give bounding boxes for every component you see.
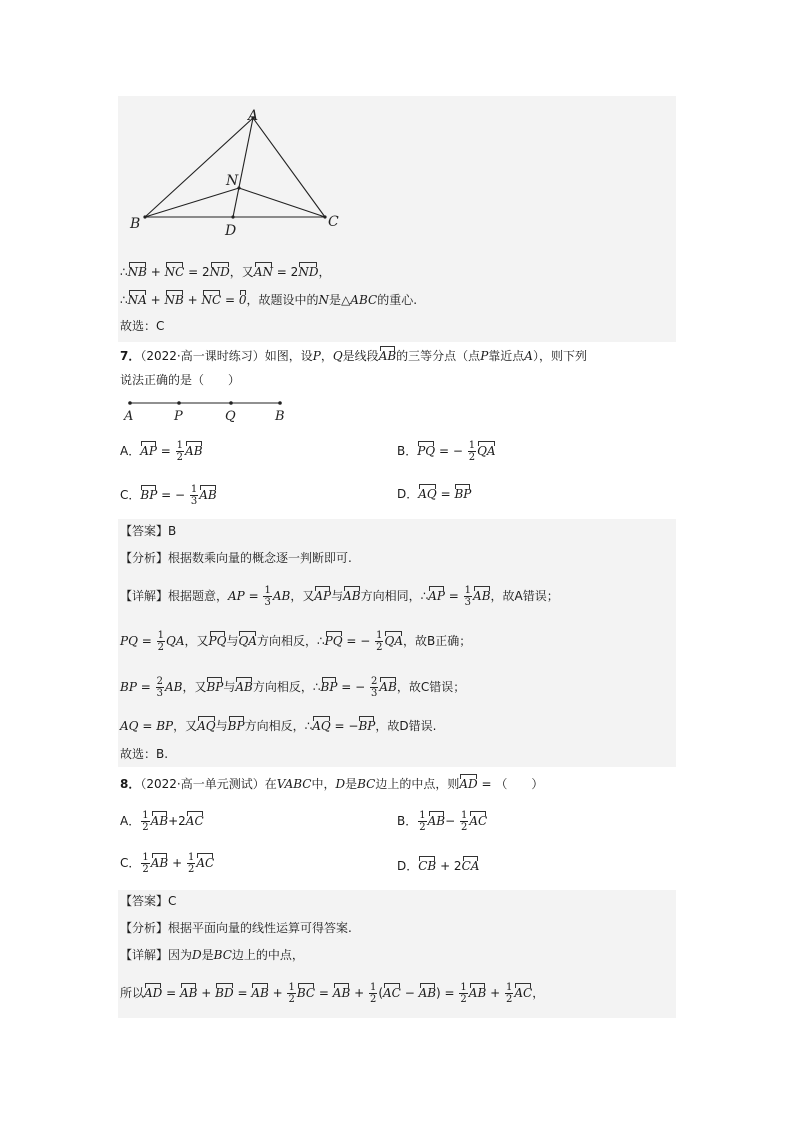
q8-option-d[interactable]: D．CB + 2CA	[397, 856, 479, 874]
q7-option-d[interactable]: D．AQ = BP	[397, 484, 471, 502]
q7-detail-line-3: BP = $\frac{2}{3}$ AB，又BP与AB方向相反，∴BP = − $\frac{2}{3}$ AB，故C错误；	[120, 676, 466, 699]
q8-analysis: 【分析】根据平面向量的线性运算可得答案.	[120, 921, 352, 935]
prev-line-2: ∴NA + NB + NC = 0，故题设中的N是△ABC的重心.	[120, 290, 417, 308]
vertex-label-c: C	[328, 214, 339, 230]
prev-choose: 故选：C	[120, 319, 165, 333]
vertex-label-b: B	[130, 216, 141, 232]
q7-answer: 【答案】B	[120, 524, 177, 538]
q8-detail-line-2: 所以AD = AB + BD = AB + $\frac{1}{2}$ BC = AB + $\frac{1}{2}$ (AC − AB) = $\frac{1}{2}$ AB + $\frac{1}{2}$ AC，	[120, 982, 545, 1005]
q8-option-c[interactable]: C． $\frac{1}{2}$ AB + $\frac{1}{2}$ AC	[120, 852, 215, 875]
q8-option-b[interactable]: B． $\frac{1}{2}$ AB− $\frac{1}{2}$ AC	[397, 810, 488, 833]
q7-analysis: 【分析】根据数乘向量的概念逐一判断即可.	[120, 551, 352, 565]
vertex-label-n: N	[226, 173, 239, 189]
segment-figure	[118, 396, 298, 424]
q7-option-c[interactable]: C．BP = − $\frac{1}{3}$ AB	[120, 484, 217, 507]
q7-stem-line-2: 说法正确的是（ ）	[120, 373, 241, 387]
triangle-figure	[120, 100, 360, 240]
vertex-label-a: A	[248, 108, 259, 124]
q8-stem: 8．（2022·高一单元测试）在VABC中，D是BC边上的中点，则AD = （ ）	[120, 774, 543, 792]
point-label-p: P	[174, 409, 183, 424]
point-label-a: A	[124, 409, 134, 424]
point-label-b: B	[275, 409, 285, 424]
q7-choose: 故选：B.	[120, 747, 169, 761]
q8-detail-line-1: 【详解】因为D是BC边上的中点，	[120, 948, 304, 962]
q7-detail-line-1: 【详解】根据题意，AP = $\frac{1}{3}$ AB，又AP与AB方向相同，∴AP = $\frac{1}{3}$ AB，故A错误；	[120, 585, 559, 608]
prev-line-1: ∴NB + NC = 2ND，又AN = 2ND，	[120, 262, 330, 280]
q7-option-a[interactable]: A．AP = $\frac{1}{2}$ AB	[120, 440, 203, 463]
q7-stem-line-1: 7．（2022·高一课时练习）如图，设P，Q是线段AB的三等分点（点P靠近点A），则下列	[120, 346, 587, 364]
q8-option-a[interactable]: A． $\frac{1}{2}$ AB+2AC	[120, 810, 204, 833]
point-label-q: Q	[225, 409, 236, 424]
q7-detail-line-4: AQ = BP，又AQ与BP方向相反，∴AQ = −BP，故D错误.	[120, 716, 436, 734]
q7-detail-line-2: PQ = $\frac{1}{2}$ QA，又PQ与QA方向相反，∴PQ = − $\frac{1}{2}$ QA，故B正确；	[120, 630, 472, 653]
vertex-label-d: D	[225, 223, 237, 239]
q8-answer: 【答案】C	[120, 894, 177, 908]
q7-option-b[interactable]: B．PQ = − $\frac{1}{2}$ QA	[397, 440, 496, 463]
